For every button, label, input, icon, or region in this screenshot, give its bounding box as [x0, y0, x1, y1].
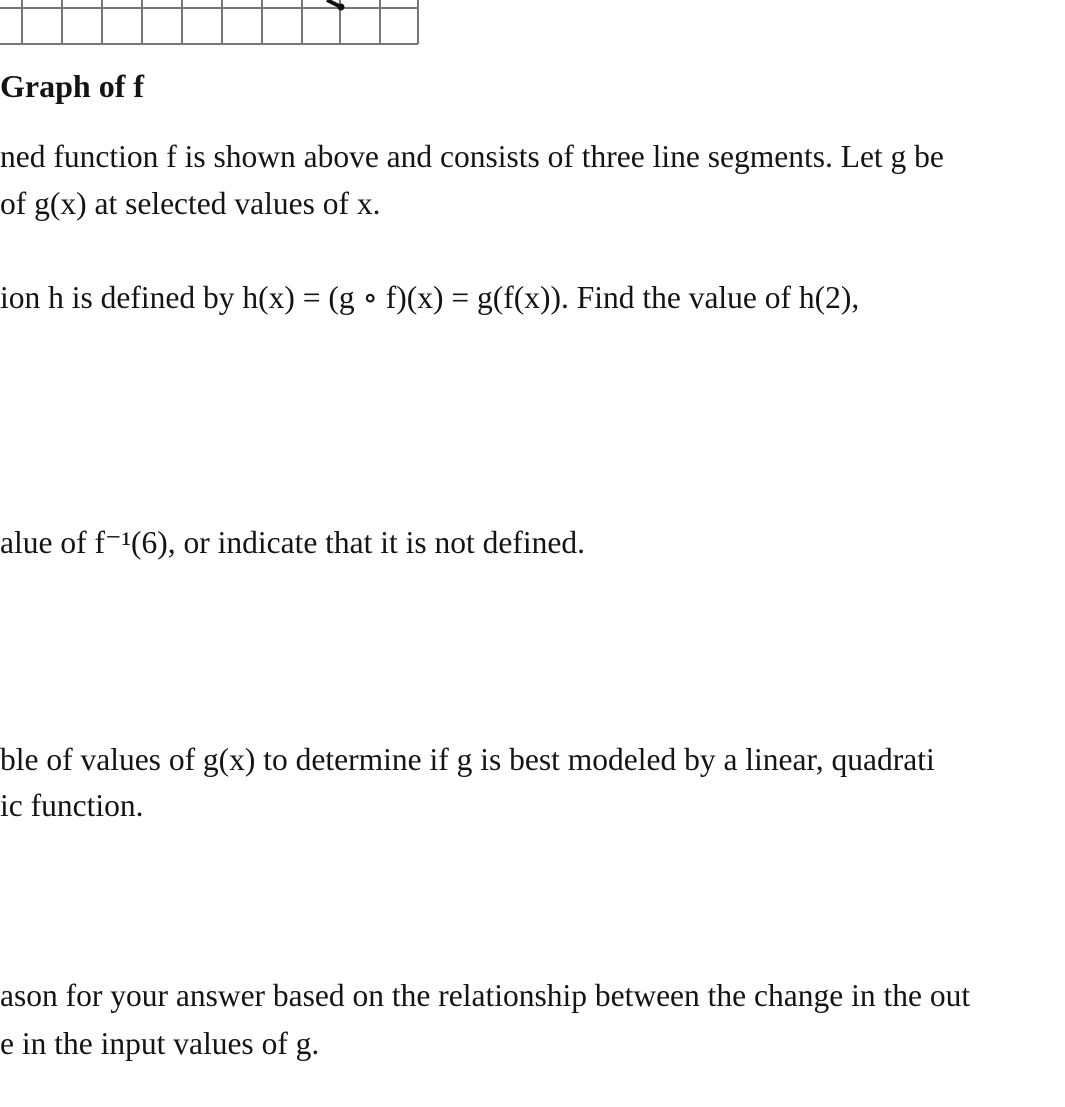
part-c-question-line-1: ble of values of g(x) to determine if g is best modeled by a linear, quadrati	[0, 742, 935, 777]
part-b-question: alue of f⁻¹(6), or indicate that it is not defined.	[0, 525, 586, 560]
part-d-question-line-2: e in the input values of g.	[0, 1026, 320, 1061]
intro-text-line-1: ned function f is shown above and consists of three line segments. Let g be	[0, 139, 944, 174]
part-a-question: ion h is defined by h(x) = (g ∘ f)(x) = g(f(x)). Find the value of h(2),	[0, 280, 860, 315]
graph-caption: Graph of f	[0, 68, 144, 104]
part-d-question-line-1: ason for your answer based on the relationship between the change in the out	[0, 978, 971, 1013]
graph-grid-fragment	[0, 0, 420, 46]
intro-text-line-2: of g(x) at selected values of x.	[0, 186, 381, 221]
part-c-question-line-2: ic function.	[0, 788, 144, 823]
